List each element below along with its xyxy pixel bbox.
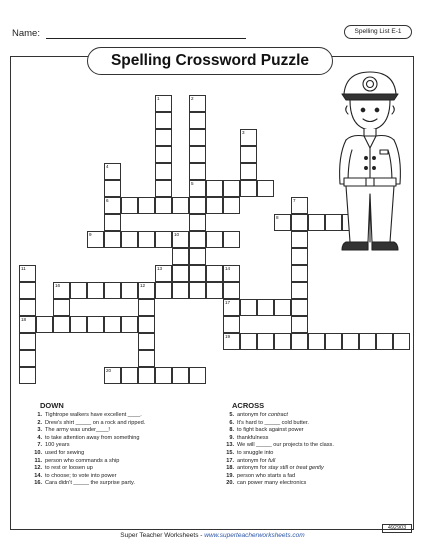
sailor-illustration bbox=[330, 66, 410, 256]
clue-number: 18. bbox=[226, 465, 234, 472]
down-clue bbox=[30, 435, 145, 443]
clue-number: 10. bbox=[34, 449, 42, 456]
clue-emphasis: stay still bbox=[268, 465, 288, 472]
clue-text: Tightrope walkers have excellent ____. bbox=[45, 412, 142, 418]
cell-number: 9 bbox=[89, 232, 92, 237]
clue-number: 4. bbox=[37, 434, 42, 441]
down-clue bbox=[30, 473, 145, 481]
across-clue bbox=[222, 458, 334, 466]
clue-number: 13. bbox=[226, 442, 234, 449]
clue-number: 2. bbox=[37, 419, 42, 426]
down-clue bbox=[30, 465, 145, 473]
cell-number: 18 bbox=[21, 317, 27, 322]
down-clue bbox=[30, 458, 145, 466]
down-clue bbox=[30, 420, 145, 428]
clue-emphasis: treat gently bbox=[296, 465, 324, 472]
cell-number: 7 bbox=[293, 198, 296, 203]
clue-text: Drew's shirt _____ on a rock and ripped. bbox=[45, 419, 146, 426]
across-clue bbox=[222, 435, 334, 443]
cell-number: 4 bbox=[106, 164, 109, 169]
down-clue bbox=[30, 427, 145, 435]
clue-text: thankfulness bbox=[237, 434, 269, 441]
cell-number: 2 bbox=[191, 96, 194, 101]
clue-number: 16. bbox=[34, 480, 42, 487]
clue-number: 17. bbox=[226, 457, 234, 464]
down-clue bbox=[30, 450, 145, 458]
clue-text: or bbox=[288, 465, 297, 472]
clue-text: to rest or loosen up bbox=[45, 465, 93, 472]
name-row bbox=[12, 28, 246, 39]
cell-number: 1 bbox=[157, 96, 160, 101]
cell-number: 5 bbox=[191, 181, 194, 186]
cell-number: 10 bbox=[174, 232, 180, 237]
clue-number: 3. bbox=[37, 427, 42, 434]
cell-number: 12 bbox=[140, 283, 146, 288]
page-title: Spelling Crossword Puzzle bbox=[87, 47, 333, 75]
across-clue bbox=[222, 465, 334, 473]
clue-text: used for sewing bbox=[45, 449, 85, 456]
clue-number: 7. bbox=[37, 442, 42, 449]
across-clues-list bbox=[222, 412, 334, 488]
footer-separator: - bbox=[198, 532, 205, 539]
across-clue bbox=[222, 412, 334, 420]
clue-number: 5. bbox=[229, 412, 234, 418]
worksheet-code: 492903 bbox=[382, 524, 412, 533]
footer-brand: Super Teacher Worksheets bbox=[120, 532, 199, 539]
clue-number: 15. bbox=[226, 449, 234, 456]
cell-number: 16 bbox=[55, 283, 61, 288]
clue-number: 11. bbox=[34, 457, 42, 464]
cell-number: 8 bbox=[276, 215, 279, 220]
clue-text: to fight back against power bbox=[237, 427, 304, 434]
clue-text: person who starts a fad bbox=[237, 472, 296, 479]
down-clue bbox=[30, 442, 145, 450]
cell-number: 11 bbox=[21, 266, 26, 271]
clue-emphasis: contract bbox=[268, 412, 288, 418]
cell-number: 14 bbox=[225, 266, 231, 271]
clue-text: We will _____ our projects to the class. bbox=[237, 442, 334, 449]
across-clue bbox=[222, 442, 334, 450]
clue-text: antonym for bbox=[237, 465, 269, 472]
across-heading: ACROSS bbox=[232, 401, 265, 410]
clue-text: to take attention away from something bbox=[45, 434, 140, 441]
across-clue bbox=[222, 480, 334, 488]
spelling-list-badge: Spelling List E-1 bbox=[344, 25, 412, 39]
cell-number: 17 bbox=[225, 300, 231, 305]
cell-number: 3 bbox=[242, 130, 245, 135]
clue-number: 19. bbox=[226, 472, 234, 479]
footer bbox=[0, 532, 425, 539]
cell-number: 13 bbox=[157, 266, 163, 271]
footer-site-link[interactable]: www.superteacherworksheets.com bbox=[204, 532, 305, 539]
clue-number: 20. bbox=[226, 480, 234, 487]
cell-number: 20 bbox=[106, 368, 112, 373]
clue-number: 8. bbox=[229, 427, 234, 434]
cell-number: 19 bbox=[225, 334, 231, 339]
name-field[interactable] bbox=[46, 29, 246, 39]
down-clues-list bbox=[30, 412, 145, 488]
clue-number: 14. bbox=[34, 472, 42, 479]
across-clue bbox=[222, 450, 334, 458]
name-label: Name: bbox=[12, 28, 40, 39]
clue-number: 9. bbox=[229, 434, 234, 441]
clue-text: 100 years bbox=[45, 442, 70, 449]
clue-text: person who commands a ship bbox=[45, 457, 120, 464]
clue-text: It's hard to _____ cold butter. bbox=[237, 419, 309, 426]
clue-emphasis: full bbox=[268, 457, 276, 464]
clue-number: 1. bbox=[37, 412, 42, 418]
across-clue bbox=[222, 427, 334, 435]
clue-text: to snuggle into bbox=[237, 449, 274, 456]
clue-number: 6. bbox=[229, 419, 234, 426]
clue-number: 12. bbox=[34, 465, 42, 472]
down-clue bbox=[30, 480, 145, 488]
clue-text: can power many electronics bbox=[237, 480, 307, 487]
down-clue bbox=[30, 412, 145, 420]
clue-text: to choose; to vote into power bbox=[45, 472, 117, 479]
clue-text: antonym for bbox=[237, 457, 269, 464]
across-clue bbox=[222, 420, 334, 428]
clue-text: antonym for bbox=[237, 412, 269, 418]
cell-number: 6 bbox=[106, 198, 109, 203]
clue-text: The army was under____! bbox=[45, 427, 110, 434]
across-clue bbox=[222, 473, 334, 481]
down-heading: DOWN bbox=[40, 401, 64, 410]
clue-text: Cara didn't _____ the surprise party. bbox=[45, 480, 135, 487]
